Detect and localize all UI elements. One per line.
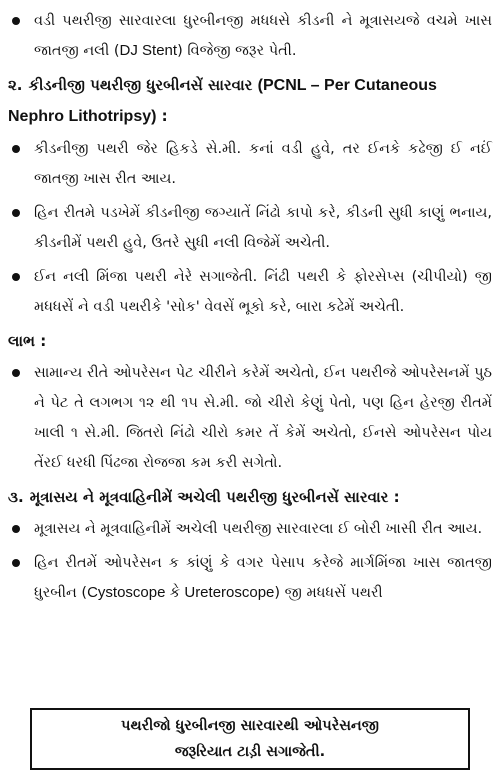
section-number: ૨. xyxy=(8,76,23,94)
bullet-text-a: મૂત્રાસય ને મૂત્રવાહિનીમેં અચેલી પથરીજી સારવારલા ઈ બોરી ખાસી રીત આય. xyxy=(34,521,483,537)
bullet-text-a: હિન રીતમેં ઓપરેસન ક કાંણું કે વગર પેસાપ કરેજે માર્ગમિંજા ખાસ જાતજી ધુરબીન ( xyxy=(34,555,492,601)
list-item xyxy=(8,6,492,66)
section-heading xyxy=(8,482,492,512)
section-heading xyxy=(8,70,492,132)
bullet-latin: DJ Stent xyxy=(119,42,178,59)
bullet-icon xyxy=(12,209,20,217)
bullet-icon xyxy=(12,369,20,377)
note-line-1: પથરીજો ધુરબીનજી સારવારથી ઓપરેસનજી xyxy=(121,718,379,734)
bullet-text-b: ) જી મધધસેં પથરી xyxy=(274,585,383,601)
bullet-text: સામાન્ય રીતે ઓપરેસન પેટ ચીરીને કરેમેં અચેતો, ઈન પથરીજે ઓપરેસનમેં પુઠ ને પેટ તે લગભગ ૧૨ થી ૧૫ સે.મી. જો ચીરો કેણું પેતો, પણ હિન હેરજી રીતમેં ખાલી ૧ સે.મી. જિતરો નિંઢો ચીરો કમર તેં કેમેં અચેતો, ઈનસે ઓપરેસન પોય તેંરઈ ધરધી પિંઢજા રોજજા કમ કરી સગેતો. xyxy=(34,365,492,471)
section-title-gu: કીડનીજી પથરીજી ધુરબીનસેં સારવાર xyxy=(28,76,253,94)
highlight-box xyxy=(30,708,470,770)
bullet-latin: Cystoscope કે Ureteroscope xyxy=(87,584,275,601)
list-item xyxy=(8,134,492,194)
bullet-text-a: વડી પથરીજી સારવારલા ધુરબીનજી મધધસે કીડની ને મૂત્રાસયજે વચમે ખાસ જાતજી નલી ( xyxy=(34,13,492,59)
bullet-icon xyxy=(12,525,20,533)
section-title-tail: : xyxy=(156,107,168,125)
bullet-text: કીડનીજી પથરી જેર હિકડે સે.મી. કનાં વડી હુવે, તર ઈનકે કઢેજી ઈ નઈં જાતજી ખાસ રીત આય. xyxy=(34,141,492,187)
bullet-icon xyxy=(12,145,20,153)
benefit-label: લાભ : xyxy=(8,332,47,350)
bullet-icon xyxy=(12,17,20,25)
list-item xyxy=(8,198,492,258)
note-line-2: જરૂરિયાત ટાડ઼ી સગાજેતી. xyxy=(174,744,326,760)
section-title-en: (PCNL – Per Cutaneous Nephro Lithotripsy) xyxy=(8,77,437,125)
section-title-gu: મૂત્રાસય ને મૂત્રવાહિનીમેં અચેલી પથરીજી ધુરબીનસેં સારવાર : xyxy=(29,488,400,506)
bullet-text: ઈન નલી મિંજા પથરી નેરે સગાજેતી. નિંઢી પથરી કે ફોરસેપ્સ (ચીપીયો) જી મધધસેં ને વડી પથરીકે 'સોક' વેવસેં ભૂકો કરે, બારા કઢેમેં અચેતી. xyxy=(34,269,492,315)
list-item xyxy=(8,358,492,478)
bullet-icon xyxy=(12,559,20,567)
bullet-icon xyxy=(12,273,20,281)
list-item xyxy=(8,262,492,322)
list-item xyxy=(8,548,492,608)
list-item xyxy=(8,514,492,544)
bullet-text: હિન રીતમે પડખેમેં કીડનીજી જગ્યાતેં નિંઢો કાપો કરે, કીડની સુધી કાણું ભનાય, કીડનીમેં પથરી હુવે, ઉતરે સુધી નલી વિજેમેં અચેતી. xyxy=(34,205,492,251)
section-number: ૩. xyxy=(8,488,24,506)
bullet-text-b: ) વિજેજી જરૂર પેતી. xyxy=(177,43,297,59)
